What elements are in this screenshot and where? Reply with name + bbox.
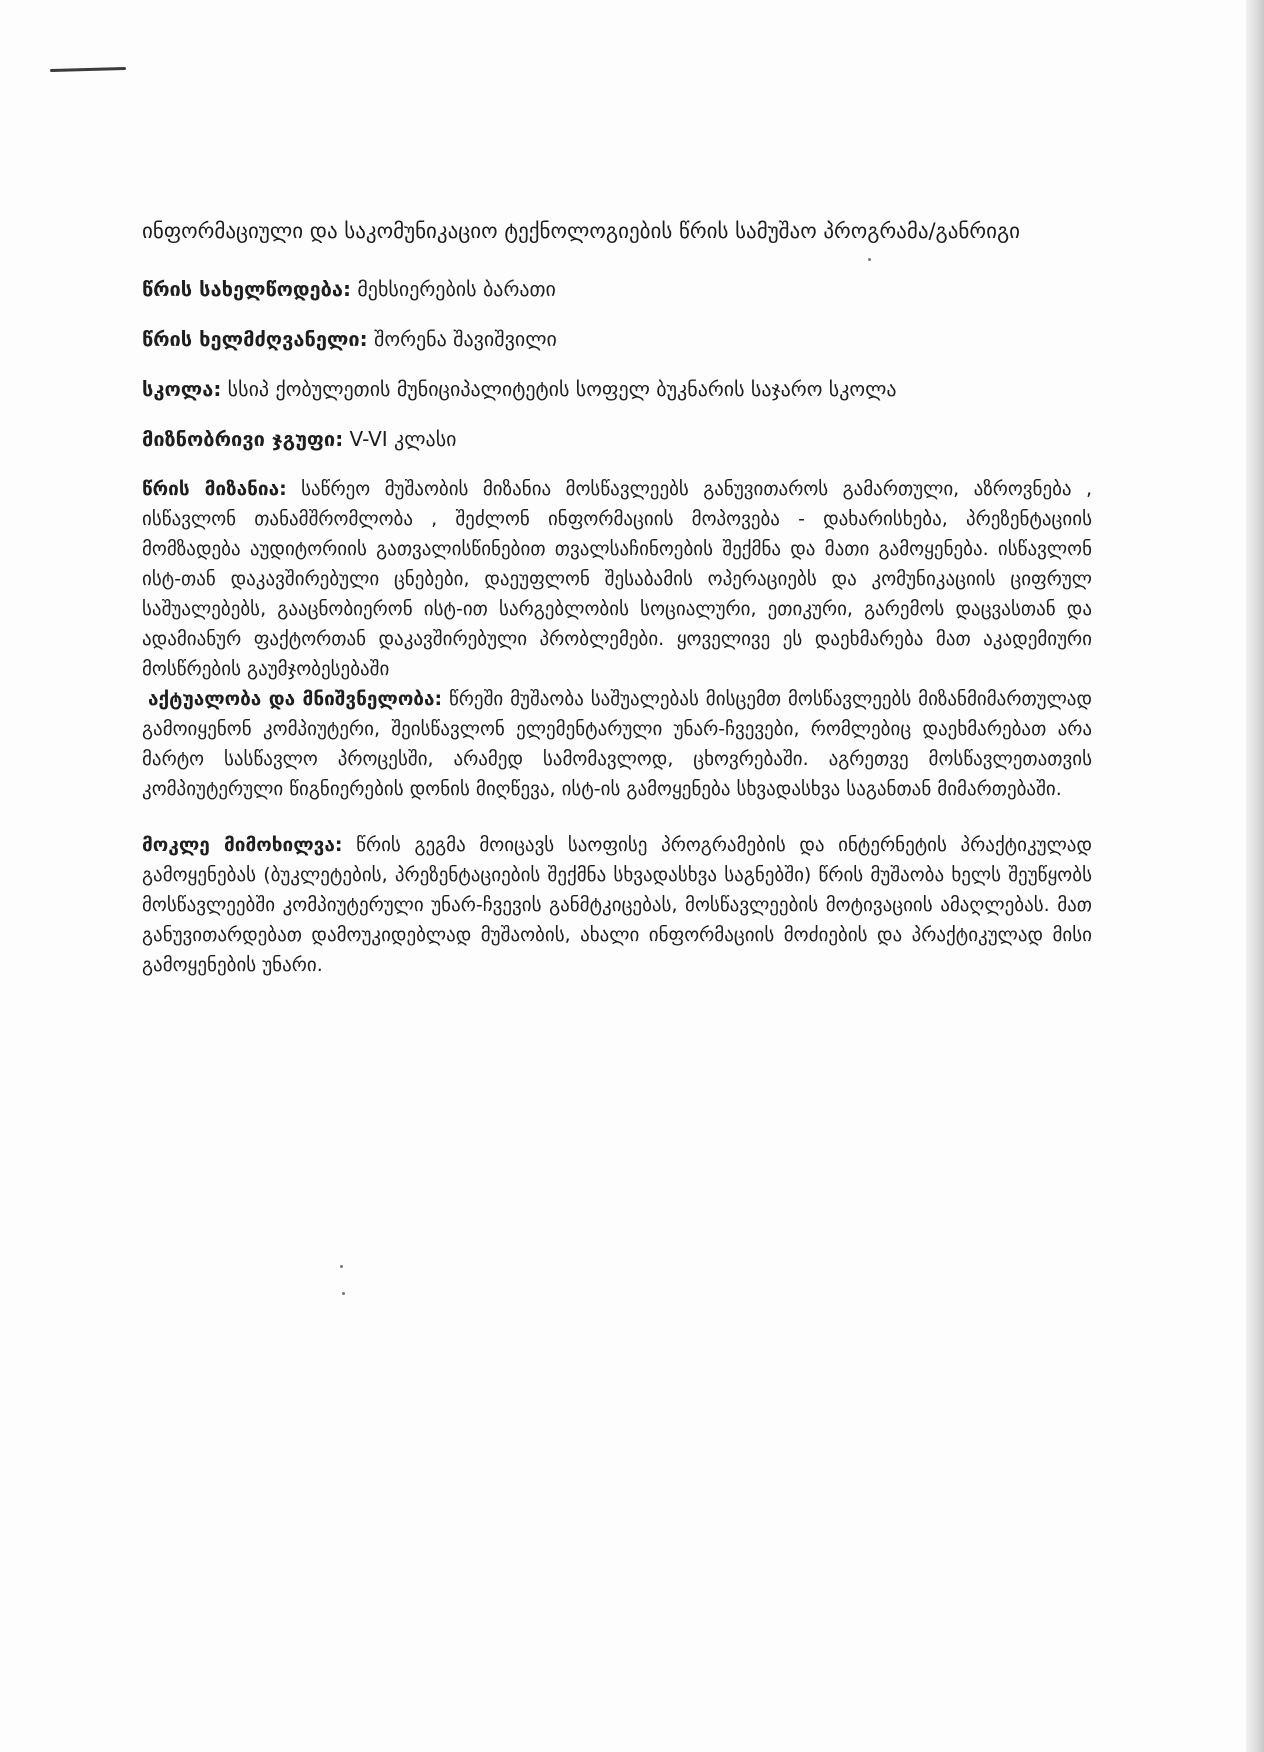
- field-value: სსიპ ქობულეთის მუნიციპალიტეტის სოფელ ბუკნარის საჯარო სკოლა: [221, 377, 897, 401]
- scan-speck: [342, 1292, 345, 1295]
- goal-label: წრის მიზანია:: [142, 478, 287, 500]
- document-body: [142, 214, 1092, 980]
- field-target-group: [142, 424, 1092, 454]
- overview-text: წრის გეგმა მოიცავს საოფისე პროგრამების და ინტერნეტის პრაქტიკულად გამოყენებას (ბუკლეტების, პრეზენტაციების შექმნა სხვადასხვა საგნებში) წრის მუშაობა ხელს შეუწყობს მოსწავლეებში კომპიუტერული უნარ-ჩვევის განმტკიცებას, მოსწავლეების მოტივაციის ამაღლებას. მათ განუვითარდებათ დამოუკიდებლად მუშაობის, ახალი ინფორმაციის მოძიების და პრაქტიკულად მისი გამოყენების უნარი.: [142, 834, 1092, 976]
- field-label: სკოლა:: [142, 377, 222, 401]
- scan-speck: [340, 1265, 343, 1268]
- document-title: ინფორმაციული და საკომუნიკაციო ტექნოლოგიების წრის სამუშაო პროგრამა/განრიგი: [142, 219, 1021, 243]
- relevance-paragraph: [142, 684, 1092, 804]
- goal-paragraph: [142, 474, 1092, 684]
- scan-edge-shadow: [1246, 0, 1264, 1752]
- field-value: V-VI კლასი: [343, 427, 457, 451]
- field-club-name: [142, 274, 1092, 304]
- field-label: წრის სახელწოდება:: [142, 277, 351, 301]
- field-club-leader: [142, 324, 1092, 354]
- overview-label: მოკლე მიმოხილვა:: [142, 834, 343, 856]
- field-value: შორენა შავიშვილი: [367, 327, 557, 351]
- overview-paragraph: [142, 830, 1092, 980]
- scan-mark: [50, 67, 126, 72]
- relevance-label: აქტუალობა და მნიშვნელობა:: [148, 688, 443, 710]
- relevance-text: წრეში მუშაობა საშუალებას მისცემთ მოსწავლეებს მიზანმიმართულად გამოიყენონ კომპიუტერი, შეისწავლონ ელემენტარული უნარ-ჩვევები, რომლებიც დაეხმარებათ არა მარტო სასწავლო პროცესში, არამედ სამომავლოდ, ცხოვრებაში. აგრეთვე მოსწავლეთათვის კომპიუტერული წიგნიერების დონის მიღწევა, ისტ-ის გამოყენება სხვადასხვა საგანთან მიმართებაში.: [142, 688, 1092, 800]
- field-label: წრის ხელმძღვანელი:: [142, 327, 368, 351]
- goal-text: საწრეო მუშაობის მიზანია მოსწავლეებს განუვითაროს გამართული, აზროვნება , ისწავლონ თანამშრომლობა , შეძლონ ინფორმაციის მოპოვება - დახარისხება, პრეზენტაციის მომზადება აუდიტორიის გათვალისწინებით თვალსაჩინოების შექმნა და მათი გამოყენება. ისწავლონ ისტ-თან დაკავშირებული ცნებები, დაეუფლონ შესაბამის ოპერაციებს და კომუნიკაციის ციფრულ საშუალებებს, გააცნობიერონ ისტ-ით სარგებლობის სოციალური, ეთიკური, გარემოს დაცვასთან და ადამიანურ ფაქტორთან დაკავშირებული პრობლემები. ყოველივე ეს დაეხმარება მათ აკადემიური მოსწრების გაუმჯობესებაში: [142, 478, 1092, 680]
- field-value: მეხსიერების ბარათი: [351, 277, 556, 301]
- field-school: [142, 374, 1092, 404]
- field-label: მიზნობრივი ჯგუფი:: [142, 427, 344, 451]
